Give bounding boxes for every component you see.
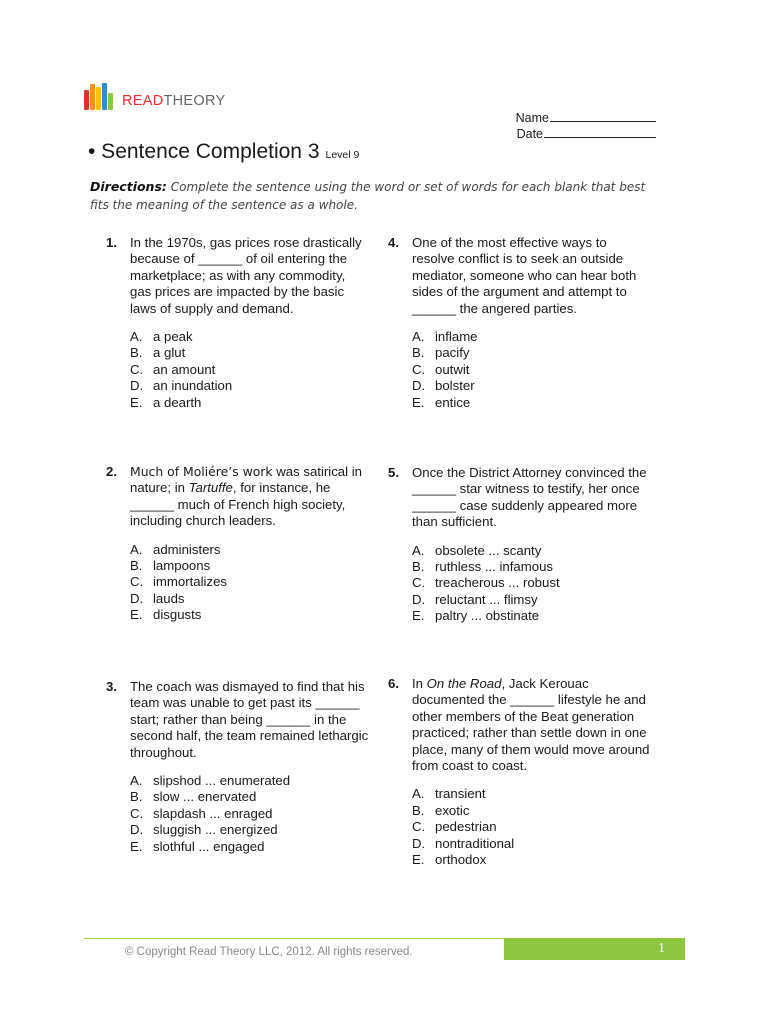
question-number: 5. <box>388 465 399 480</box>
option-c[interactable]: C. slapdash ... enraged <box>130 805 273 821</box>
readtheory-logo <box>84 82 225 110</box>
question-number: 3. <box>106 679 117 694</box>
question-2 <box>106 464 370 624</box>
answer-options <box>130 329 370 411</box>
option-c[interactable]: C. immortalizes <box>130 574 228 590</box>
question-stem: One of the most effective ways to resolve conflict is to seek an outside mediator, someone who can hear both sides of the argument and attempt to ______ the angered parties. <box>412 235 637 316</box>
option-a[interactable]: A. transient <box>412 786 486 802</box>
option-c[interactable]: C. treacherous ... robust <box>412 575 560 591</box>
level-label: Level 9 <box>325 149 360 161</box>
option-d[interactable]: D. nontraditional <box>412 835 515 851</box>
question-number: 1. <box>106 235 117 250</box>
books-logo-icon <box>84 82 116 110</box>
date-field[interactable]: Date <box>516 126 656 142</box>
question-number: 2. <box>106 464 117 479</box>
question-stem: Once the District Attorney convinced the ______ star witness to testify, her once ______ case suddenly appeared more than sufficient. <box>412 465 647 530</box>
question-stem: Much of Moliére’s work was satirical in nature; in Tartuffe, for instance, he ______ much of French high society, including church leaders. <box>130 464 362 529</box>
option-a[interactable]: A. administers <box>130 541 221 557</box>
question-3 <box>106 679 370 855</box>
question-1 <box>106 235 370 411</box>
option-e[interactable]: E. orthodox <box>412 852 487 868</box>
answer-options <box>130 773 370 855</box>
option-b[interactable]: B. slow ... enervated <box>130 789 257 805</box>
option-d[interactable]: D. an inundation <box>130 378 233 394</box>
option-e[interactable]: E. paltry ... obstinate <box>412 608 540 624</box>
option-b[interactable]: B. a glut <box>130 345 186 361</box>
answer-options <box>412 329 652 411</box>
option-a[interactable]: A. obsolete ... scanty <box>412 542 542 558</box>
question-4 <box>388 235 652 411</box>
option-b[interactable]: B. ruthless ... infamous <box>412 559 554 575</box>
option-e[interactable]: E. a dearth <box>130 394 202 410</box>
copyright-text: © Copyright Read Theory LLC, 2012. All rights reserved. <box>125 946 413 958</box>
name-date-fields <box>516 110 656 142</box>
option-d[interactable]: D. sluggish ... energized <box>130 822 278 838</box>
option-d[interactable]: D. lauds <box>130 590 185 606</box>
option-c[interactable]: C. outwit <box>412 361 470 377</box>
question-stem: In On the Road, Jack Kerouac documented the ______ lifestyle he and other members of the Beat generation practiced; rather than settle down in one place, many of them would move around from coast to coast. <box>412 676 650 774</box>
directions-label: Directions: <box>90 179 167 194</box>
option-b[interactable]: B. pacify <box>412 345 470 361</box>
question-stem: The coach was dismayed to find that his team was unable to get past its ______ start; rather than being ______ in the second half, the team remained lethargic throughout. <box>130 679 369 760</box>
question-6 <box>388 676 652 868</box>
logo-wordmark: READTHEORY <box>122 92 226 109</box>
option-a[interactable]: A. inflame <box>412 329 478 345</box>
answer-options <box>412 786 652 868</box>
name-field[interactable]: Name <box>516 110 656 126</box>
option-e[interactable]: E. slothful ... engaged <box>130 838 265 854</box>
option-b[interactable]: B. exotic <box>412 802 470 818</box>
question-number: 4. <box>388 235 399 250</box>
option-d[interactable]: D. bolster <box>412 378 475 394</box>
option-b[interactable]: B. lampoons <box>130 558 211 574</box>
option-d[interactable]: D. reluctant ... flimsy <box>412 591 538 607</box>
directions-text: Complete the sentence using the word or set of words for each blank that best fits the meaning of the sentence as a whole. <box>90 180 646 212</box>
page-number-box <box>504 938 685 960</box>
question-5 <box>388 465 652 625</box>
answer-options <box>412 543 652 625</box>
directions <box>90 178 660 214</box>
question-stem: In the 1970s, gas prices rose drastically because of ______ of oil entering the marketplace; as with any commodity, gas prices are impacted by the basic laws of supply and demand. <box>130 235 362 316</box>
option-c[interactable]: C. pedestrian <box>412 819 497 835</box>
option-a[interactable]: A. a peak <box>130 329 193 345</box>
option-c[interactable]: C. an amount <box>130 361 216 377</box>
answer-options <box>130 542 370 624</box>
page-number: 1 <box>658 941 665 956</box>
option-a[interactable]: A. slipshod ... enumerated <box>130 773 291 789</box>
option-e[interactable]: E. disgusts <box>130 607 202 623</box>
question-number: 6. <box>388 676 399 691</box>
option-e[interactable]: E. entice <box>412 394 471 410</box>
page-title: • Sentence Completion 3 Level 9 <box>88 140 360 163</box>
